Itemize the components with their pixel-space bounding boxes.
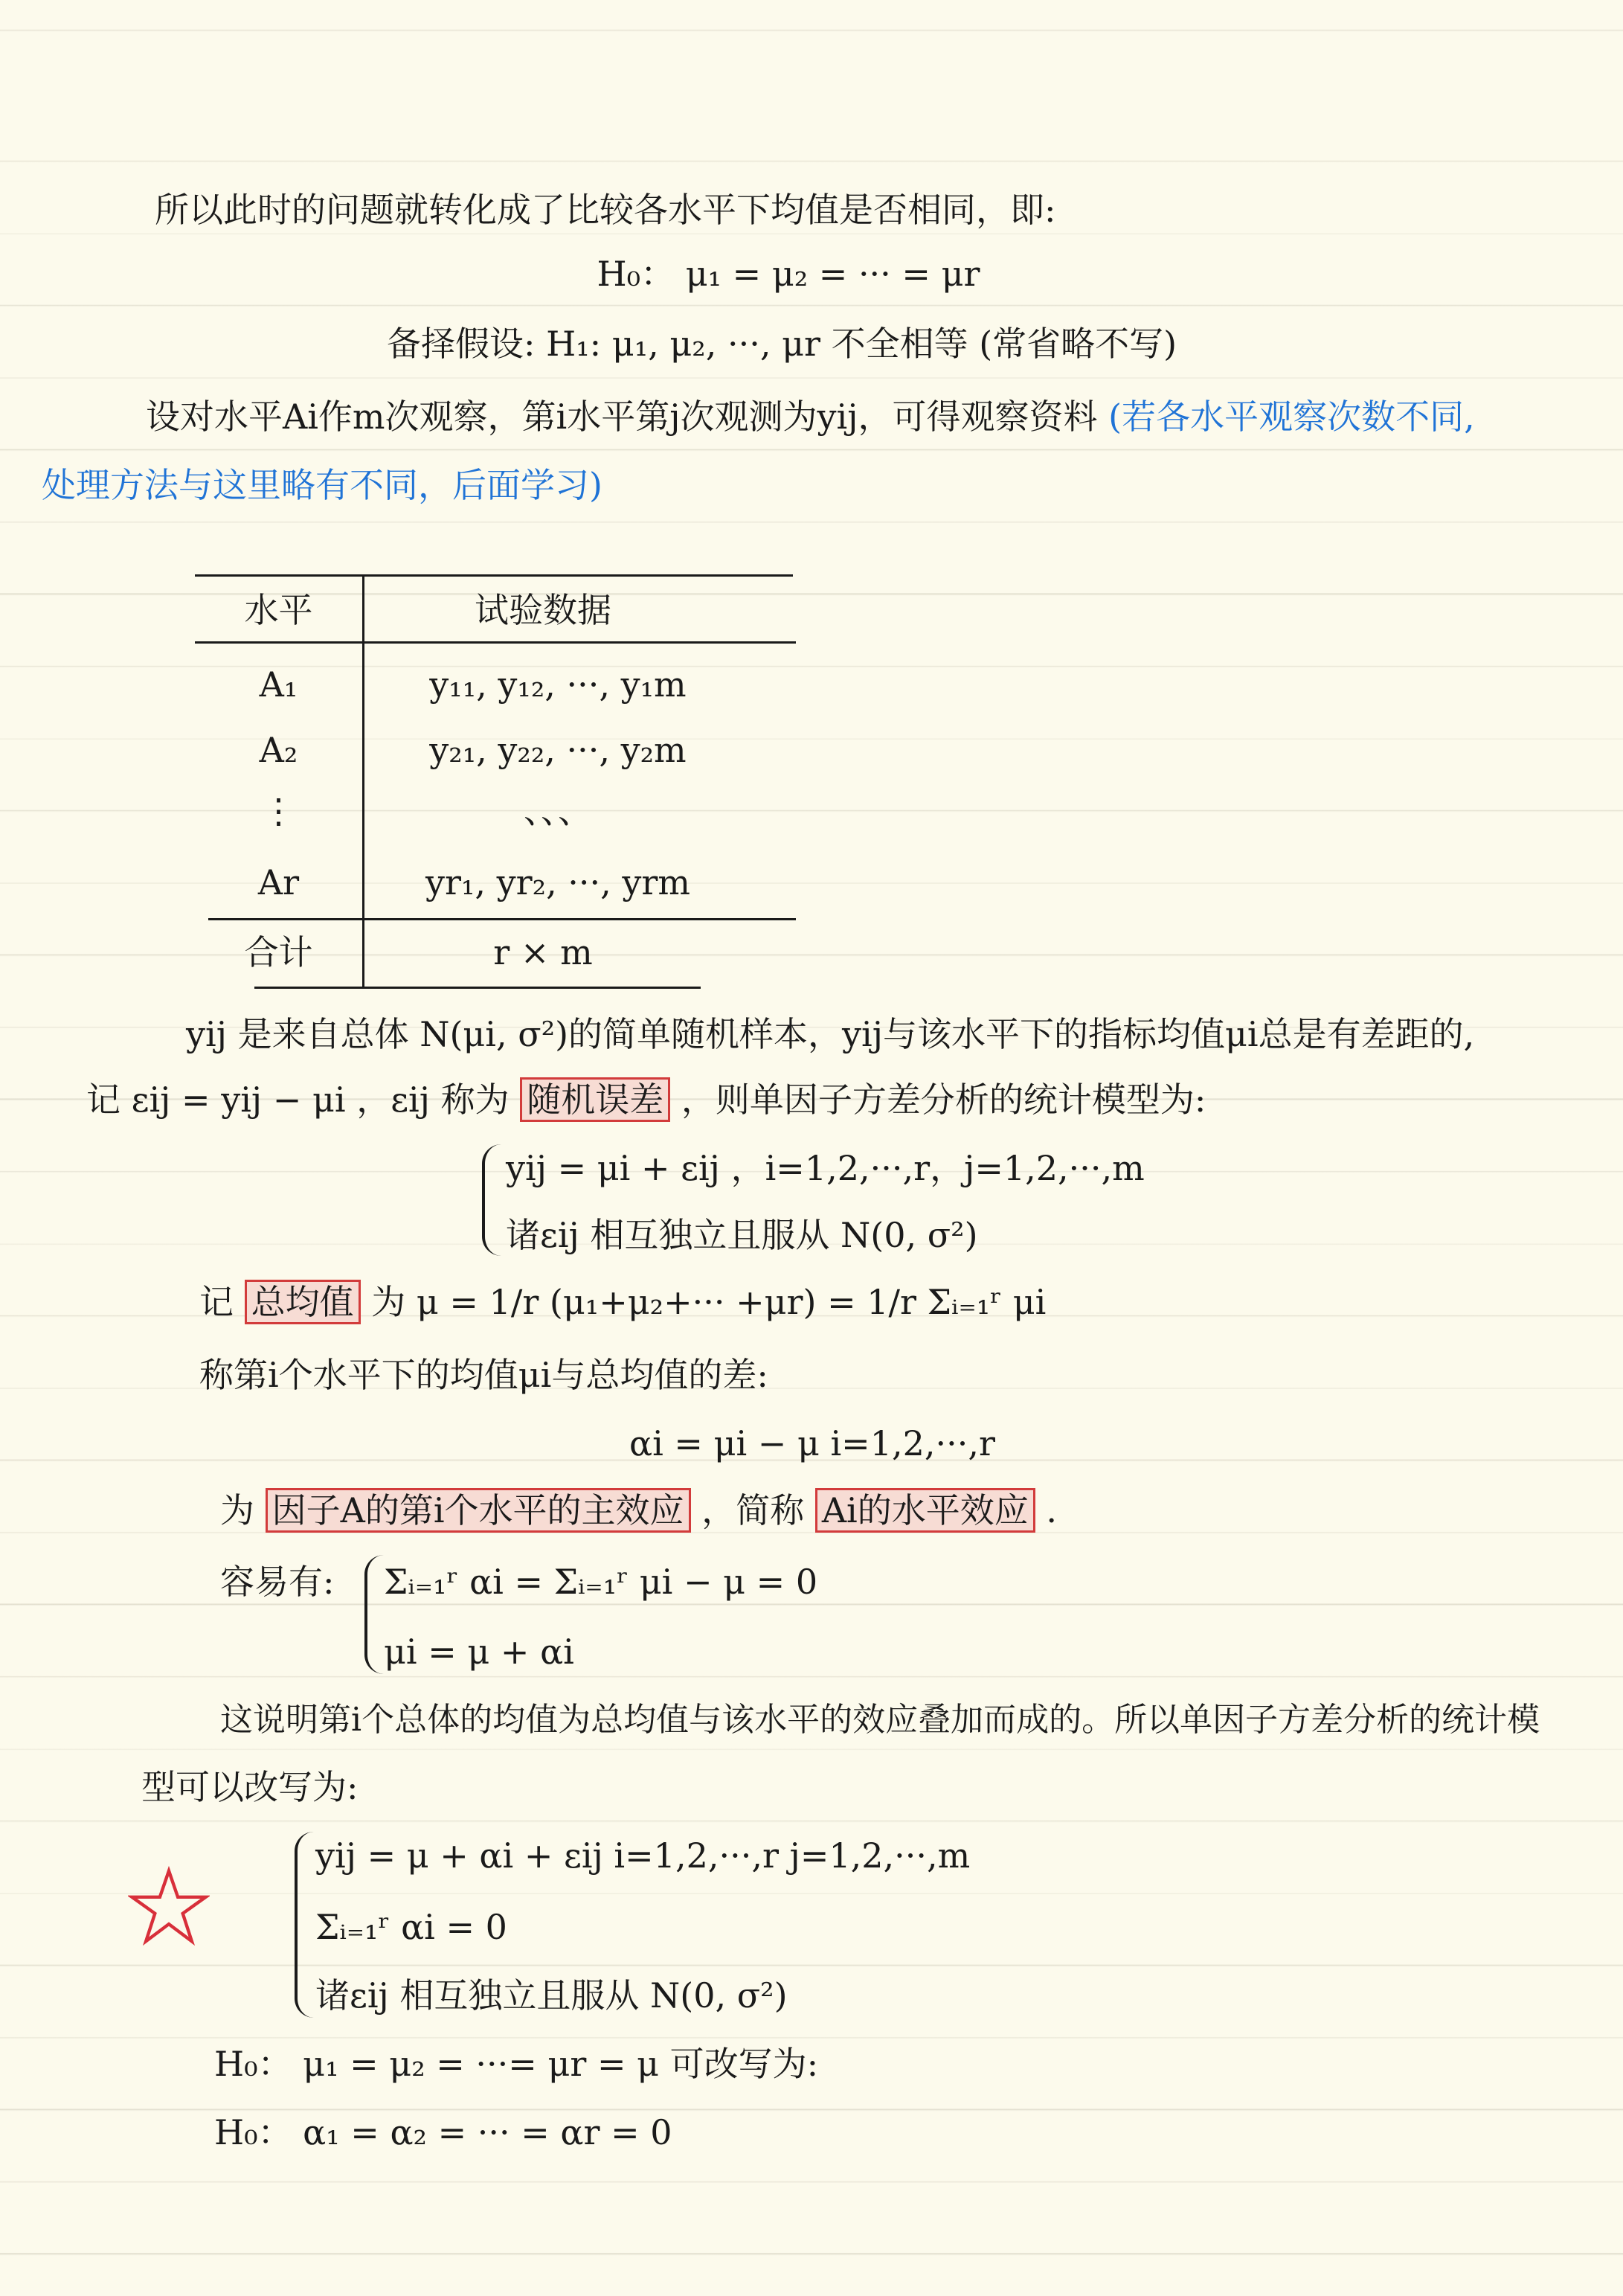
easy-label: 容易有: (220, 1562, 335, 1602)
table-row-level: A₂ (259, 730, 298, 770)
table-row-data: yr₁, yr₂, ···, yrm (425, 862, 691, 902)
grand-mean-line (199, 1280, 1046, 1324)
blue-note-end: 处理方法与这里略有不同，后面学习) (42, 465, 602, 505)
null-hypothesis-alpha: H₀： α₁ = α₂ = ··· = αr = 0 (214, 2112, 672, 2152)
model2-assumption: 诸εij 相互独立且服从 N(0, σ²) (315, 1975, 788, 2016)
data-table (195, 574, 796, 988)
difference-line: 称第i个水平下的均值μi与总均值的差: (199, 1355, 768, 1395)
intro-line: 所以此时的问题就转化成了比较各水平下均值是否相同，即: (155, 190, 1056, 230)
model-assumption: 诸εij 相互独立且服从 N(0, σ²) (506, 1215, 978, 1255)
table-row-level: Ar (257, 862, 300, 902)
grand-mean-prefix: 记 (199, 1282, 234, 1322)
table-row-data: y₂₁, y₂₂, ···, y₂m (429, 730, 687, 770)
sample-description: yij 是来自总体 N(μi, σ²)的简单随机样本，yij与该水平下的指标均值μi总是有差距的, (186, 1014, 1475, 1054)
easy-brace (364, 1555, 385, 1674)
random-error-definition: 记 εij = yij − μi ，εij 称为 (86, 1080, 510, 1120)
model-brace (482, 1144, 503, 1256)
easy-mean-equation: μi = μ + αi (384, 1632, 574, 1672)
main-effect-line (220, 1488, 1057, 1533)
random-error-line (86, 1077, 1206, 1122)
model2-brace (295, 1832, 315, 2018)
table-header-level: 水平 (244, 590, 313, 630)
main-effect-highlight: 因子A的第i个水平的主效应 (266, 1488, 691, 1533)
table-row-data: y₁₁, y₁₂, ···, y₁m (429, 664, 687, 705)
table-total-label: 合计 (244, 932, 313, 972)
model-intro: ，则单因子方差分析的统计模型为: (681, 1080, 1206, 1120)
model2-constraint: Σᵢ₌₁ʳ αi = 0 (315, 1907, 507, 1947)
easy-sum-equation: Σᵢ₌₁ʳ αi = Σᵢ₌₁ʳ μi − μ = 0 (384, 1562, 818, 1602)
observation-line (146, 394, 1475, 439)
explanation-line-1: 这说明第i个总体的均值为总均值与该水平的效应叠加而成的。所以单因子方差分析的统计模 (220, 1701, 1540, 1739)
alternative-hypothesis: 备择假设: H₁: μ₁, μ₂, ···, μr 不全相等 (常省略不写) (387, 324, 1177, 364)
random-error-highlight: 随机误差 (520, 1077, 670, 1122)
main-effect-end: . (1046, 1490, 1057, 1530)
blue-note-start: (若各水平观察次数不同, (1108, 397, 1475, 437)
table-row-data: 、、、 (524, 791, 592, 831)
null-hypothesis-mu: H₀： μ₁ = μ₂ = ···= μr = μ 可改写为: (214, 2044, 819, 2084)
null-hypothesis: H₀： μ₁ = μ₂ = ··· = μr (597, 254, 980, 294)
table-header-data: 试验数据 (475, 590, 611, 630)
explanation-line-2: 型可以改写为: (141, 1767, 359, 1807)
table-row-level: ⋮ (261, 791, 296, 831)
table-total-value: r × m (493, 932, 593, 972)
star-icon (128, 1866, 210, 1948)
observation-text: 设对水平Ai作m次观察，第i水平第j次观测为yij，可得观察资料 (146, 397, 1098, 437)
main-effect-middle: ，简称 (701, 1490, 805, 1530)
main-effect-prefix: 为 (220, 1490, 254, 1530)
alpha-equation: αi = μi − μ i=1,2,···,r (629, 1423, 995, 1463)
table-row-level: A₁ (259, 664, 298, 705)
grand-mean-highlight: 总均值 (245, 1280, 361, 1324)
model-equation: yij = μi + εij ，i=1,2,···,r，j=1,2,···,m (506, 1148, 1145, 1188)
model2-equation: yij = μ + αi + εij i=1,2,···,r j=1,2,···,m (315, 1835, 971, 1876)
grand-mean-formula: 为 μ = 1/r (μ₁+μ₂+··· +μr) = 1/r Σᵢ₌₁ʳ μi (371, 1282, 1047, 1322)
level-effect-highlight: Ai的水平效应 (815, 1488, 1035, 1533)
